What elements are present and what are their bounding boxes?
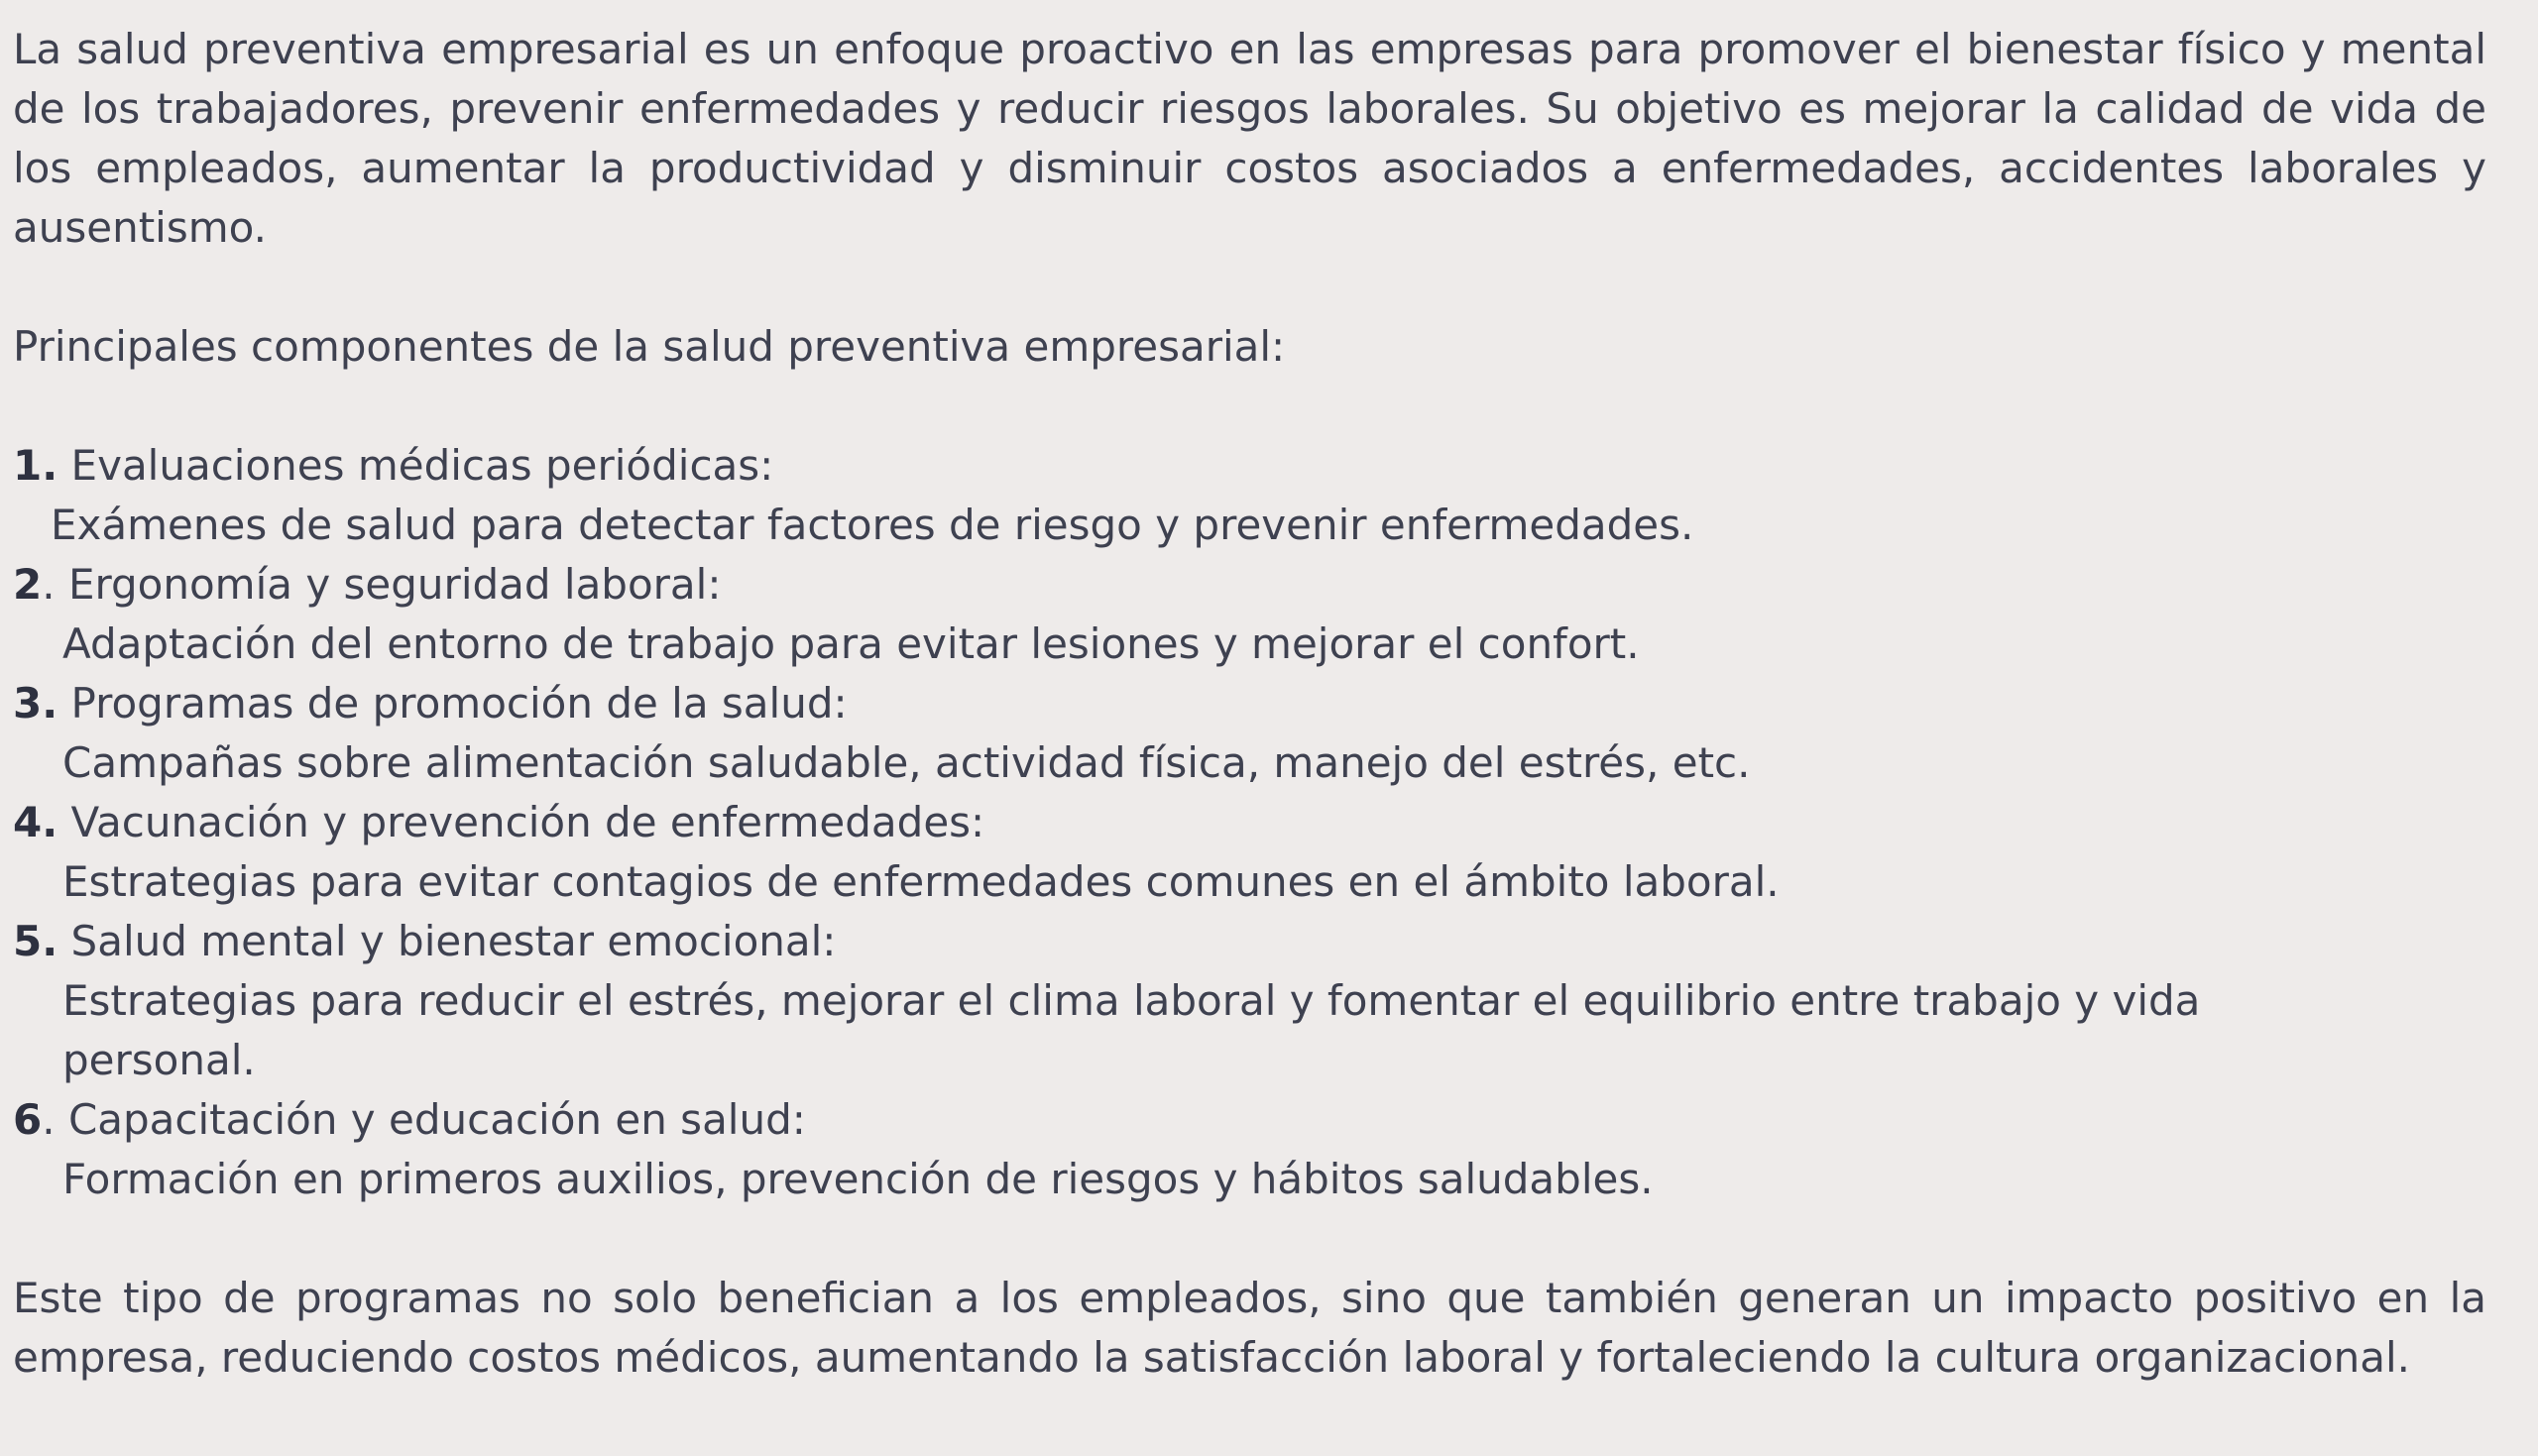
item-number: 1.	[13, 441, 58, 490]
item-number: 2	[13, 560, 43, 609]
item-title-line	[13, 912, 2486, 971]
spacer	[13, 258, 2486, 317]
intro-paragraph: La salud preventiva empresarial es un enfoque proactivo en las empresas para promover el bienestar físico y mental de los trabajadores, prevenir enfermedades y reducir riesgos laborales. Su objetivo es mejorar la calidad de vida de los empleados, aumentar la productividad y disminuir costos asociados a enfermedades, accidentes laborales y ausentismo.	[13, 25, 2486, 252]
item-number: 4.	[13, 798, 58, 846]
components-heading: Principales componentes de la salud preventiva empresarial:	[13, 322, 1286, 371]
spacer	[13, 377, 2486, 436]
item-title: Evaluaciones médicas periódicas:	[70, 441, 774, 490]
item-number: 3.	[13, 679, 58, 728]
item-number: 6	[13, 1095, 43, 1144]
item-title-line	[13, 1090, 2486, 1150]
item-description: Exámenes de salud para detectar factores de riesgo y prevenir enfermedades.	[51, 501, 1694, 549]
item-description: Campañas sobre alimentación saludable, actividad física, manejo del estrés, etc.	[62, 738, 1751, 787]
item-title-line	[13, 555, 2486, 615]
item-separator	[58, 798, 70, 846]
list-item	[13, 912, 2486, 1090]
spacer	[13, 1209, 2486, 1269]
item-title: Ergonomía y seguridad laboral:	[67, 560, 722, 609]
item-separator: .	[42, 560, 68, 609]
item-title-line	[13, 674, 2486, 733]
item-title-line	[13, 436, 2486, 496]
list-item	[13, 436, 2486, 555]
item-description: Formación en primeros auxilios, prevención de riesgos y hábitos saludables.	[62, 1155, 1654, 1203]
item-title: Programas de promoción de la salud:	[70, 679, 848, 728]
item-separator: .	[42, 1095, 68, 1144]
item-separator	[58, 679, 70, 728]
list-item	[13, 1090, 2486, 1209]
item-number: 5.	[13, 917, 58, 965]
item-description: Estrategias para reducir el estrés, mejorar el clima laboral y fomentar el equilibrio entre trabajo y vida personal.	[62, 976, 2201, 1084]
item-separator	[58, 917, 70, 965]
list-item	[13, 555, 2486, 674]
list-item	[13, 674, 2486, 793]
list-item	[13, 793, 2486, 912]
item-title: Salud mental y bienestar emocional:	[70, 917, 837, 965]
components-list	[13, 436, 2486, 1209]
item-description: Adaptación del entorno de trabajo para evitar lesiones y mejorar el confort.	[62, 619, 1640, 668]
item-title: Capacitación y educación en salud:	[67, 1095, 806, 1144]
item-description: Estrategias para evitar contagios de enfermedades comunes en el ámbito laboral.	[62, 857, 1780, 906]
item-separator	[58, 441, 70, 490]
conclusion-paragraph: Este tipo de programas no solo benefician a los empleados, sino que también generan un impacto positivo en la empresa, reduciendo costos médicos, aumentando la satisfacción laboral y fortaleciendo la cultura organizacional.	[13, 1274, 2486, 1382]
item-title-line	[13, 793, 2486, 852]
item-title: Vacunación y prevención de enfermedades:	[70, 798, 985, 846]
